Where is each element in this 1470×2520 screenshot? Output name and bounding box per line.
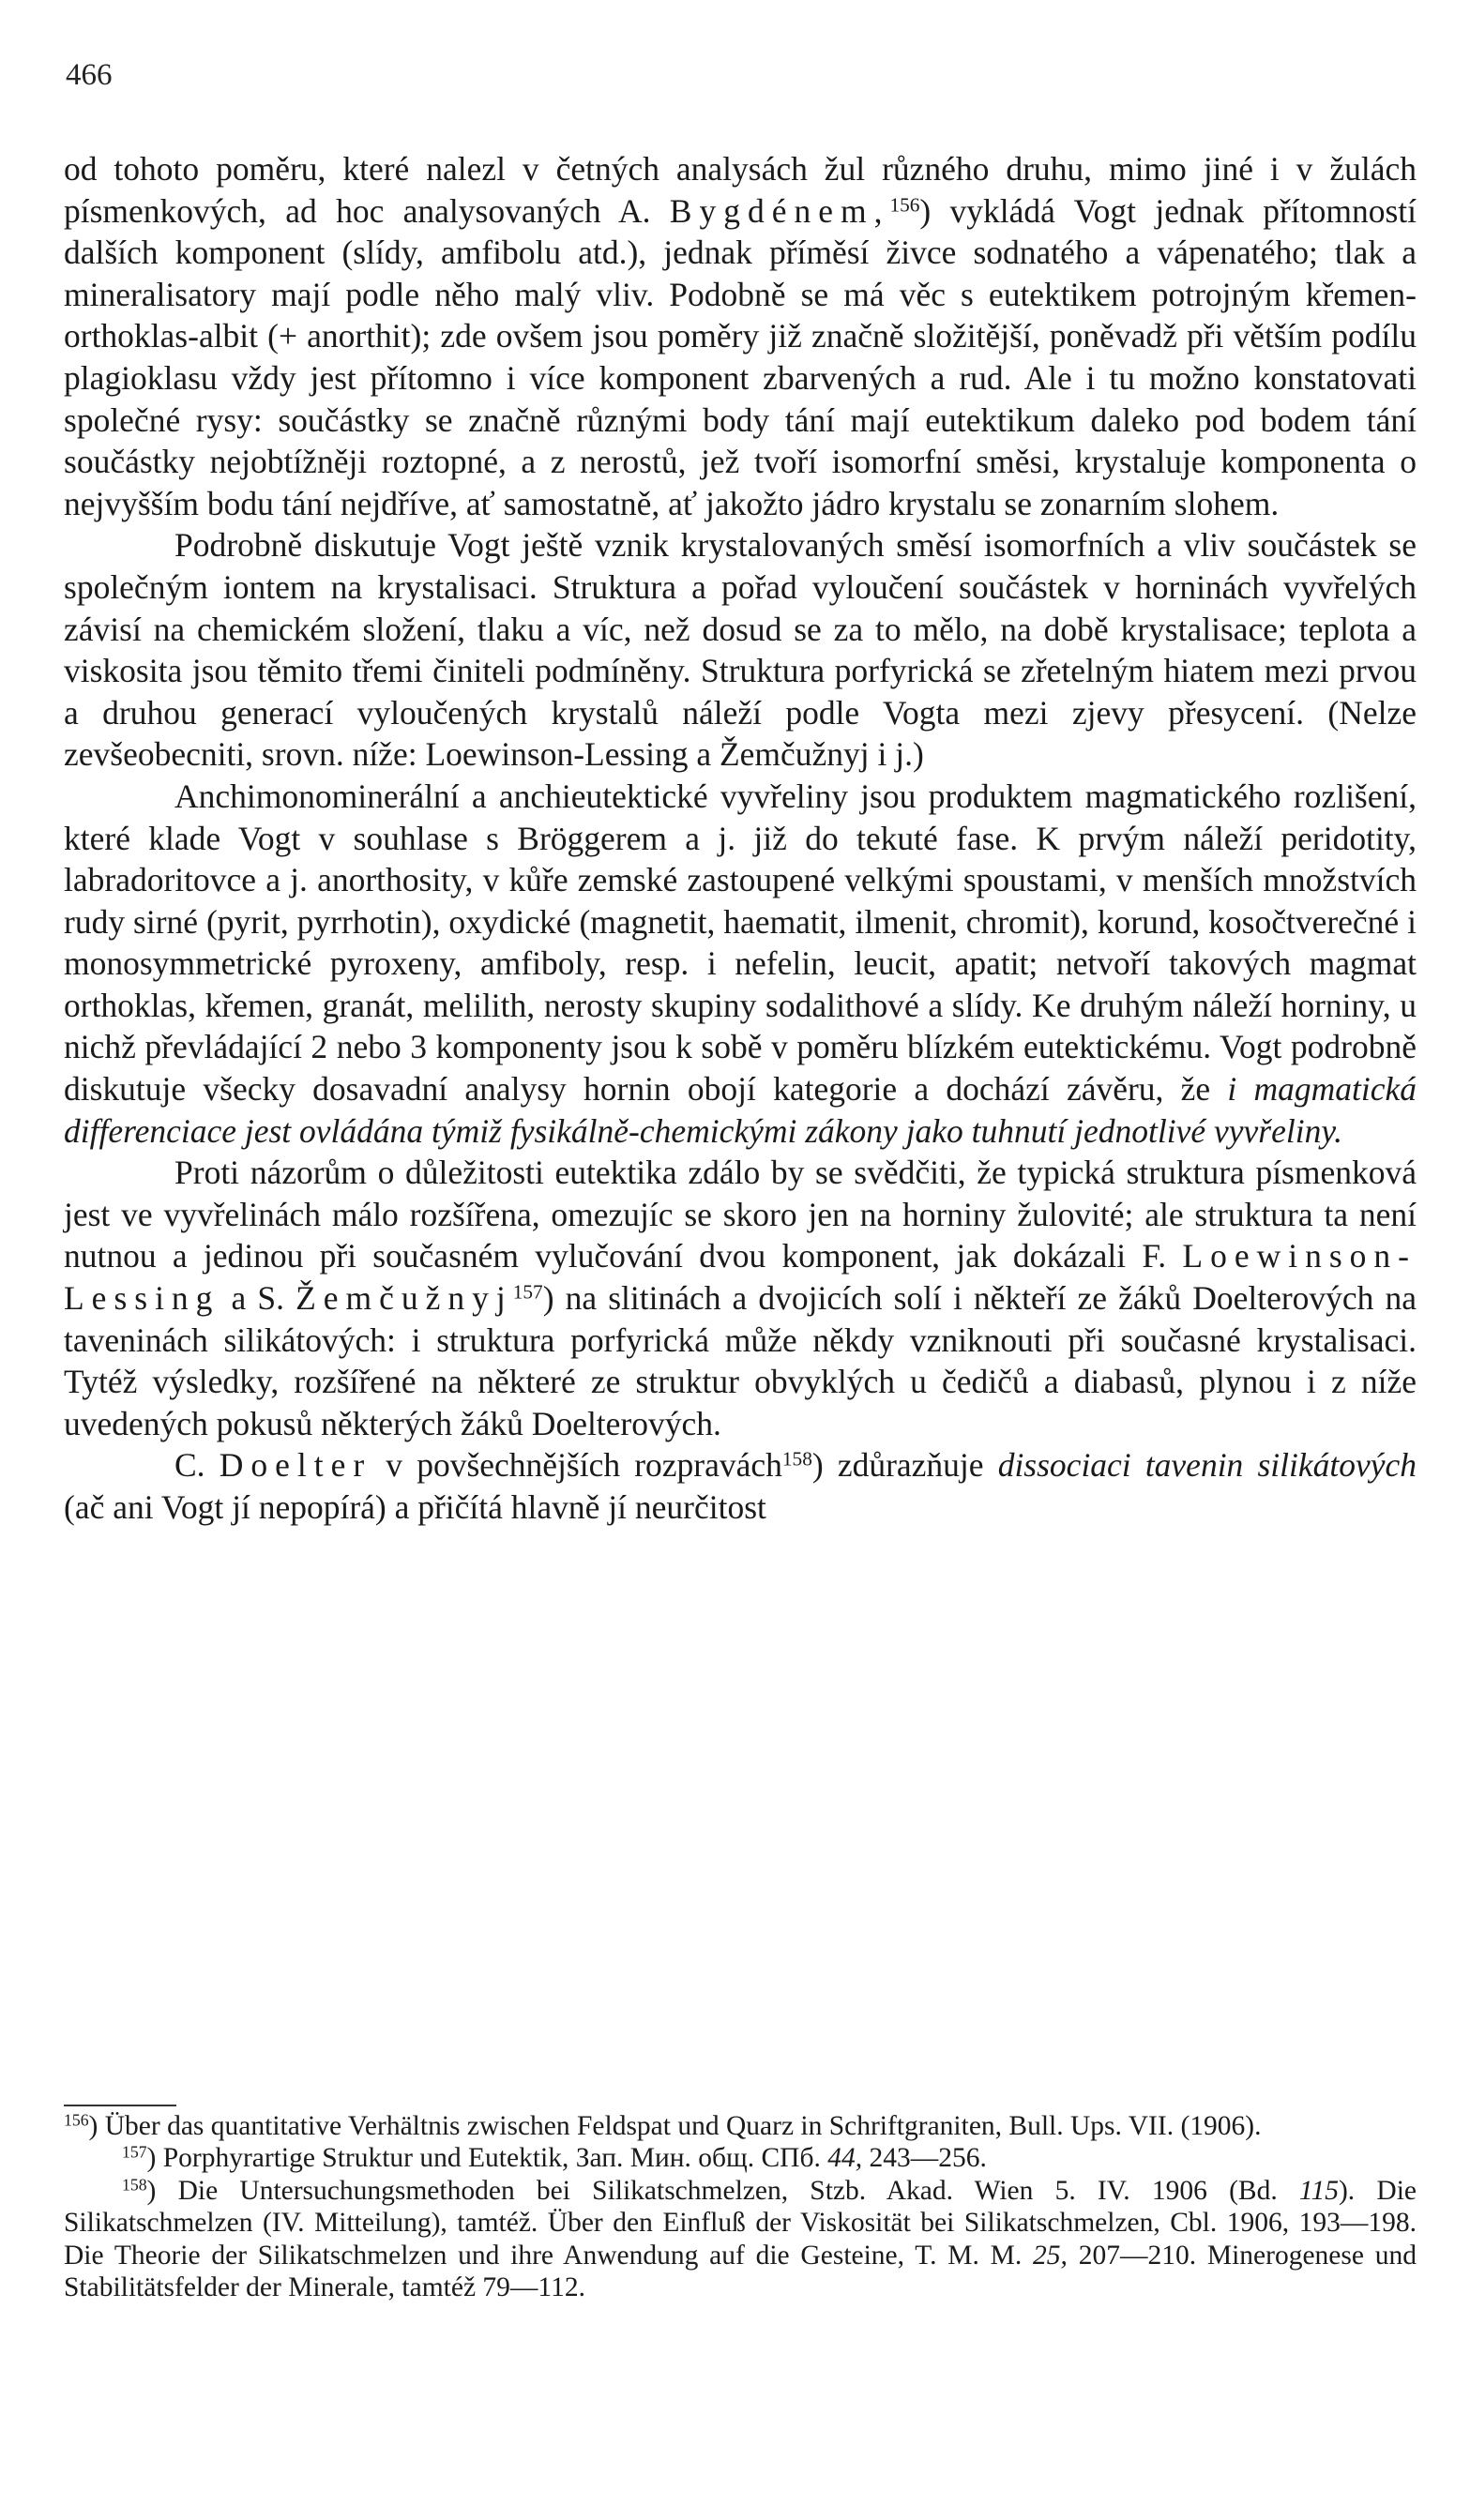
paragraph bbox=[64, 1444, 1417, 1528]
emphasized-text: i magmatická differenciace jest ovládána týmiž fysikálně-chemickými zákony jako tuhnutí jednotlivé vyvřeliny. bbox=[64, 1070, 1417, 1150]
text-run: od tohoto poměru, které nalezl v četných analysách žul různého druhu, mimo jiné i v žulách písmenkových, ad hoc analysovaných A. bbox=[64, 150, 1417, 230]
text-run: ) na slitinách a dvojicích solí i někteří ze žáků Doelterových na taveninách silikátových: i struktura porfyrická může někdy vzniknouti při současné krystalisaci. Tytéž výsledky, rozšířené na některé ze struktur obvyklých u čedičů a diabasů, plynou i z níže uvedených pokusů některých žáků Doelterových. bbox=[64, 1279, 1417, 1442]
text-run: Proti názorům o důležitosti eutektika zdálo by se svědčiti, že typická struktura písmenková jest ve vyvřelinách málo rozšířena, omezujíc se skoro jen na horniny žulovité; ale struktura ta není nutnou a jedinou při současném vylučování dvou komponent, jak dokázali F. bbox=[64, 1154, 1417, 1275]
footnotes bbox=[64, 2110, 1417, 2303]
main-text bbox=[64, 148, 1417, 1529]
footnote-ref: 157 bbox=[122, 2142, 147, 2162]
footnote-divider bbox=[64, 2105, 176, 2106]
paragraph bbox=[64, 148, 1417, 524]
text-run: v povšechnějších rozpravách bbox=[371, 1446, 782, 1485]
text-run: Anchimonominerální a anchieutektické vyvřeliny jsou produktem magmatického rozlišení, které klade Vogt v souhlase s Bröggerem a j. již do tekuté fase. K prvým náleží peridotity, labradoritovce a j. anorthosity, v kůře zemské zastoupené velkými spoustami, v menších množstvích rudy sirné (pyrit, pyrrhotin), oxydické (magnetit, haematit, ilmenit, chromit), korund, kosočtverečné i monosymmetrické pyroxeny, amfiboly, resp. i nefelin, leucit, apatit; netvoří takových magmat orthoklas, křemen, granát, melilith, nerosty skupiny sodalithové a slídy. Ke druhým náleží horniny, u nichž převládající 2 nebo 3 komponenty jsou k sobě v poměru blízkém eutektickému. Vogt podrobně diskutuje všecky dosavadní analysy hornin obojí kategorie a dochází závěru, že bbox=[64, 777, 1417, 1109]
footnote bbox=[64, 2175, 1417, 2304]
emphasized-text: 25, bbox=[1033, 2240, 1068, 2271]
page-number: 466 bbox=[66, 58, 113, 92]
spaced-name: Loewinson-Lessing bbox=[64, 1237, 1417, 1318]
footnote-ref: 158 bbox=[781, 1447, 812, 1471]
footnote bbox=[64, 2110, 1417, 2142]
emphasized-text: dissociaci tavenin silikátových bbox=[997, 1446, 1417, 1485]
paragraph bbox=[64, 776, 1417, 1152]
footnote-ref: 156 bbox=[64, 2110, 89, 2130]
text-run: Podrobně diskutuje Vogt ještě vznik krystalovaných směsí isomorfních a vliv součástek se společným iontem na krystalisaci. Struktura a pořad vyloučení součástek v horninách vyvřelých závisí na chemickém složení, tlaku a víc, než dosud se za to mělo, na době krystalisace; teplota a viskosita jsou těmito třemi činiteli podmíněny. Struktura porfyrická se zřetelným hiatem mezi prvou a druhou generací vyloučených krystalů náleží podle Vogta mezi zjevy přesycení. (Nelze zevšeobecniti, srovn. níže: Loewinson-Lessing a Žemčužnyj i j.) bbox=[64, 526, 1417, 774]
text-run: C. bbox=[174, 1446, 220, 1485]
text-run: 243—256. bbox=[862, 2143, 987, 2174]
text-run: ) zdůrazňuje bbox=[811, 1446, 998, 1485]
text-run: ) Porphyrartige Struktur und Eutektik, Зап. Мин. общ. СПб. bbox=[146, 2143, 828, 2174]
footnote bbox=[64, 2142, 1417, 2174]
spaced-name: Doelter bbox=[219, 1446, 372, 1485]
emphasized-text: 44, bbox=[827, 2143, 863, 2174]
footnote-ref: 158 bbox=[122, 2175, 147, 2195]
text-run: 207—210. Minerogenese und Stabilitätsfelder der Minerale, tamtéž 79—112. bbox=[64, 2240, 1417, 2303]
footnote-ref: 156 bbox=[889, 192, 920, 216]
footnote-ref: 157 bbox=[512, 1280, 543, 1304]
emphasized-text: 115 bbox=[1298, 2175, 1339, 2206]
spaced-name: Žemčužnyj bbox=[296, 1279, 513, 1318]
paragraph bbox=[64, 1152, 1417, 1444]
text-run: ) Die Untersuchungsmethoden bei Silikatschmelzen, Stzb. Akad. Wien 5. IV. 1906 (Bd. bbox=[146, 2175, 1299, 2206]
text-run: ) vykládá Vogt jednak přítomností dalších komponent (slídy, amfibolu atd.), jednak příměsí živce sodnatého a vápenatého; tlak a mineralisatory mají podle něho malý vliv. Podobně se má věc s eutektikem potrojným křemen-orthoklas-albit (+ anorthit); zde ovšem jsou poměry již značně složitější, poněvadž při větším podílu plagioklasu vždy jest přítomno i více komponent zbarvených a rud. Ale i tu možno konstatovati společné rysy: součástky se značně různými body tání mají eutektikum daleko pod bodem tání součástky nejobtížněji roztopné, a z nerostů, jež tvoří isomorfní směsi, krystaluje komponenta o nejvyšším bodu tání nejdříve, ať samostatně, ať jakožto jádro krystalu se zonarním slohem. bbox=[64, 191, 1417, 522]
text-run: (ač ani Vogt jí nepopírá) a přičítá hlavně jí neurčitost bbox=[64, 1488, 766, 1526]
spaced-name: Bygdénem, bbox=[669, 191, 890, 230]
text-run: ) Über das quantitative Verhältnis zwischen Feldspat und Quarz in Schriftgraniten, Bull. Ups. VII. (1906). bbox=[88, 2111, 1262, 2141]
paragraph bbox=[64, 524, 1417, 776]
text-run: ). Die Silikatschmelzen (IV. Mitteilung), tamtéž. Über den Einfluß der Viskosität bei Silikatschmelzen, Cbl. 1906, 193—198. Die Theorie der Silikatschmelzen und ihre Anwendung auf die Gesteine, T. M. M. bbox=[64, 2175, 1417, 2271]
text-run: a S. bbox=[220, 1279, 296, 1318]
